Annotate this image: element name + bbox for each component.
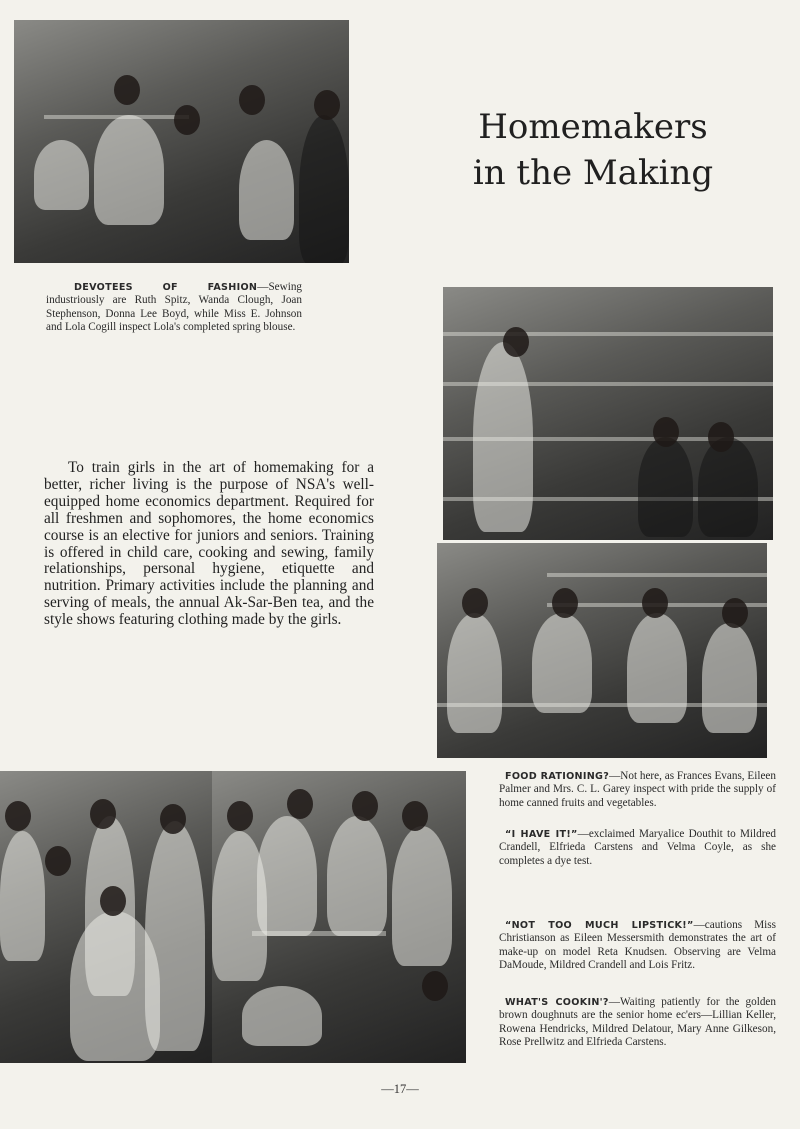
photo-doughnut-cooking	[212, 771, 466, 1063]
title-line-1: Homemakers	[478, 107, 708, 147]
caption-text: —cautions Miss Christianson as Eileen Messersmith demonstrates the art of make-up on model Reta Knudsen. Observing are Velma DaMoude, Mildred Crandell and Lois Fritz.	[499, 919, 776, 972]
photo-dye-test-lab	[437, 543, 767, 758]
photo-canned-goods	[443, 287, 773, 540]
photo-sewing-class	[14, 20, 349, 263]
caption-food-rationing	[499, 770, 776, 810]
photo-makeup-lesson	[0, 771, 212, 1063]
caption-whats-cookin	[499, 996, 776, 1050]
caption-text: —Waiting patiently for the golden brown doughnuts are the senior home ec'ers—Lillian Keller, Rowena Hendricks, Mildred Delatour, Mary Anne Gilkeson, Rose Prellwitz and Elfrieda Carstens.	[499, 996, 776, 1049]
body-paragraph: To train girls in the art of homemaking for a better, richer living is the purpose of NSA's well-equipped home economics department. Required for all freshmen and sophomores, the home economics course is an elective for juniors and seniors. Training is offered in child care, cooking and sewing, family relationships, personal hygiene, etiquette and nutrition. Primary activities include the planning and serving of meals, the annual Ak-Sar-Ben tea, and the style shows featuring clothing made by the girls.	[44, 459, 374, 629]
caption-lipstick	[499, 919, 776, 973]
caption-lead: “NOT TOO MUCH LIPSTICK!”	[505, 920, 694, 931]
caption-text: —exclaimed Maryalice Douthit to Mildred Crandell, Elfrieda Carstens and Velma Coyle, as she completes a dye test.	[499, 828, 777, 867]
caption-lead: FOOD RATIONING?	[505, 771, 610, 782]
page-title	[463, 104, 723, 196]
caption-lead: “I HAVE IT!”	[505, 829, 578, 840]
caption-text: —Not here, as Frances Evans, Eileen Palmer and Mrs. C. L. Garey inspect with pride the supply of home canned fruits and vegetables.	[499, 770, 776, 809]
caption-fashion	[46, 281, 302, 335]
page-number: —17—	[381, 1082, 419, 1096]
caption-text: —Sewing industriously are Ruth Spitz, Wanda Clough, Joan Stephenson, Donna Lee Boyd, while Miss E. Johnson and Lola Cogill inspect Lola's completed spring blouse.	[46, 281, 302, 334]
title-line-2: in the Making	[472, 153, 714, 193]
caption-i-have-it	[499, 828, 776, 868]
caption-lead: WHAT'S COOKIN'?	[505, 997, 609, 1008]
caption-lead: DEVOTEES OF FASHION	[74, 282, 258, 293]
